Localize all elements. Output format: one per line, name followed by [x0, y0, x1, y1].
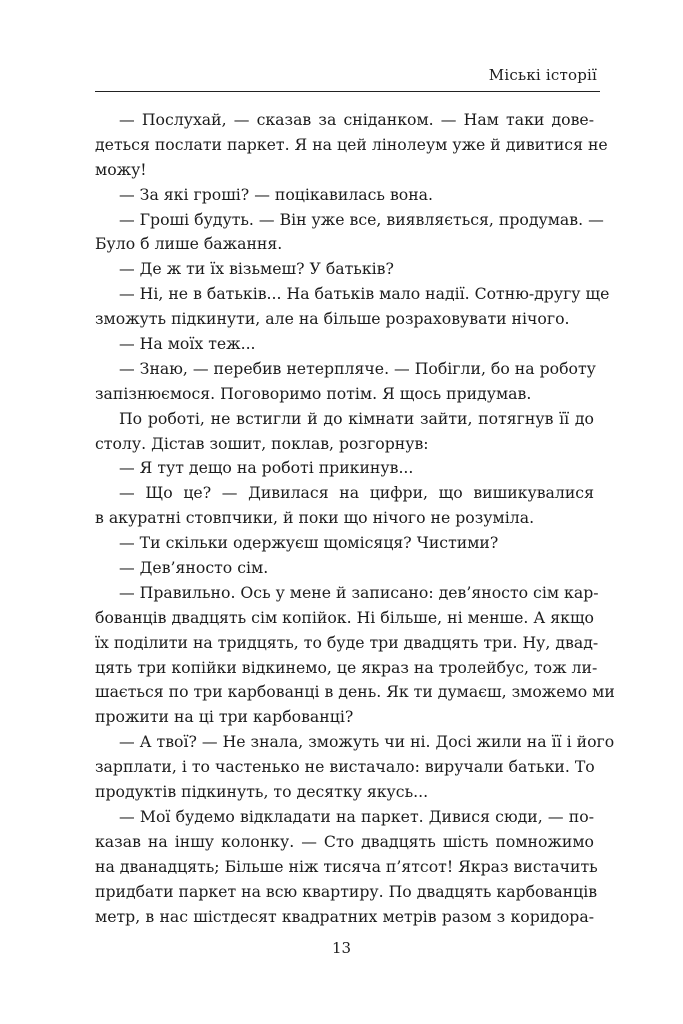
text-line: — А твої? — Не знала, зможуть чи ні. Досі жили на її і його — [119, 732, 615, 752]
text-line: — Знаю, — перебив нетерпляче. — Побігли, бо на роботу — [119, 358, 596, 378]
text-line: — Мої будемо відкладати на паркет. Дивися сюди, — по- — [119, 806, 594, 826]
text-line: — Де ж ти їх візьмеш? У батьків? — [119, 259, 394, 279]
text-line: прожити на ці три карбованці? — [95, 707, 354, 727]
text-line: столу. Дістав зошит, поклав, розгорнув: — [95, 433, 429, 453]
text-line: — Ти скільки одержуєш щомісяця? Чистими? — [119, 533, 499, 553]
text-line: зарплати, і то частенько не вистачало: виручали батьки. То — [95, 757, 595, 777]
text-line: бованців двадцять сім копійок. Ні більше, ні менше. А якщо — [95, 607, 594, 627]
header-rule — [95, 91, 600, 92]
text-line: шається по три карбованці в день. Як ти думаєш, зможемо ми — [95, 682, 615, 702]
text-line: цять три копійки відкинемо, це якраз на тролейбус, тож ли- — [95, 657, 598, 677]
text-line: запізнюємося. Поговоримо потім. Я щось придумав. — [95, 383, 532, 403]
text-line: — Послухай, — сказав за сніданком. — Нам таки дове- — [119, 110, 594, 129]
text-line: продуктів підкинуть, то десятку якусь... — [95, 782, 429, 802]
text-line: — Я тут дещо на роботі прикинув... — [119, 458, 414, 478]
text-line: — Що це? — Дивилася на цифри, що вишикувалися — [119, 483, 594, 503]
page-number: 13 — [331, 939, 352, 957]
running-head: Міські історії — [488, 66, 597, 84]
text-line: деться послати паркет. Я на цей лінолеум уже й дивитися не — [95, 134, 608, 154]
text-line: можу! — [95, 159, 147, 179]
text-line: казав на іншу колонку. — Сто двадцять шість помножимо — [95, 831, 594, 851]
text-line: в акуратні стовпчики, й поки що нічого не розуміла. — [95, 508, 535, 528]
text-line: Було б лише бажання. — [95, 234, 283, 254]
text-line: — Ні, не в батьків... На батьків мало надії. Сотню-другу ще — [119, 284, 610, 304]
text-line: — Правильно. Ось у мене й записано: дев’яносто сім кар- — [119, 582, 599, 602]
text-line: — За які гроші? — поцікавилась вона. — [119, 184, 434, 204]
body-text — [95, 108, 615, 929]
text-line: зможуть підкинути, але на більше розраховувати нічого. — [95, 309, 570, 329]
text-line: По роботі, не встигли й до кімнати зайти, потягнув її до — [119, 408, 594, 428]
text-line: — Гроші будуть. — Він уже все, виявляється, продумав. — — [119, 209, 604, 229]
text-line: на дванадцять; Більше ніж тисяча п’ятсот! Якраз вистачить — [95, 856, 598, 876]
text-line: метр, в нас шістдесят квадратних метрів разом з коридора- — [95, 906, 594, 926]
text-line: придбати паркет на всю квартиру. По двадцять карбованців — [95, 881, 598, 901]
text-line: — Дев’яносто сім. — [119, 558, 269, 578]
text-line: — На моїх теж... — [119, 334, 256, 354]
text-line: їх поділити на тридцять, то буде три двадцять три. Ну, двад- — [95, 632, 599, 652]
